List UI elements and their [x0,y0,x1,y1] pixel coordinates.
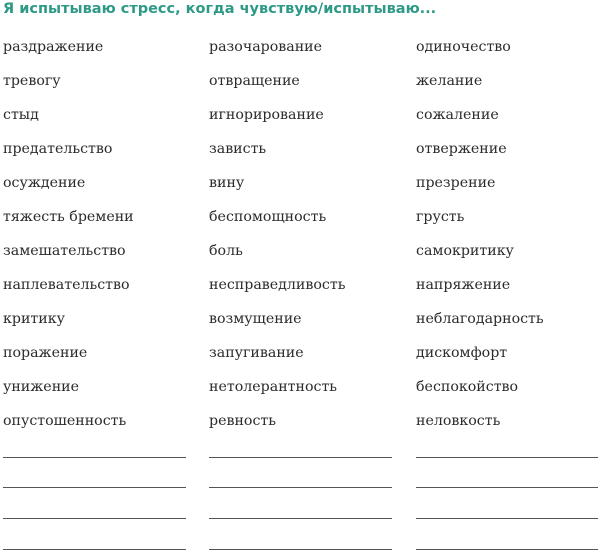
emotion-column-3 [416,36,544,444]
list-item: напряжение [416,277,511,293]
list-item: замешательство [3,243,126,259]
list-item: предательство [3,141,113,157]
list-item: неловкость [416,413,501,429]
list-item: осуждение [3,175,86,191]
list-item: презрение [416,175,496,191]
list-item: возмущение [209,311,302,327]
blank-line[interactable] [416,457,598,458]
blank-line[interactable] [209,518,392,519]
list-item: беспокойство [416,379,519,395]
list-item: вину [209,175,245,191]
list-item: дискомфорт [416,345,508,361]
list-item: отвержение [416,141,507,157]
list-item: ревность [209,413,276,429]
blank-line[interactable] [209,549,392,550]
list-item: игнорирование [209,107,324,123]
list-item: опустошенность [3,413,127,429]
list-item: запугивание [209,345,304,361]
list-item: самокритику [416,243,514,259]
blank-line[interactable] [416,487,598,488]
list-item: стыд [3,107,39,123]
list-item: несправедливость [209,277,346,293]
list-item: желание [416,73,483,89]
blank-line[interactable] [209,487,392,488]
list-item: сожаление [416,107,499,123]
list-item: нетолерантность [209,379,338,395]
blank-line[interactable] [416,549,598,550]
list-item: зависть [209,141,267,157]
list-item: боль [209,243,243,259]
list-item: отвращение [209,73,300,89]
list-item: унижение [3,379,80,395]
emotion-column-2 [209,36,345,444]
blank-line[interactable] [416,518,598,519]
list-item: грусть [416,209,465,225]
list-item: разочарование [209,39,323,55]
list-item: одиночество [416,39,511,55]
list-item: раздражение [3,39,104,55]
blank-line[interactable] [3,487,186,488]
list-item: тревогу [3,73,61,89]
list-item: наплевательство [3,277,130,293]
emotion-column-1 [3,36,134,444]
list-item: беспомощность [209,209,327,225]
blank-line[interactable] [3,518,186,519]
list-item: критику [3,311,65,327]
list-item: тяжесть бремени [3,209,134,225]
blank-line[interactable] [209,457,392,458]
blank-line[interactable] [3,549,186,550]
list-item: поражение [3,345,88,361]
list-item: неблагодарность [416,311,544,327]
page-title: Я испытываю стресс, когда чувствую/испытываю... [3,1,437,17]
blank-line[interactable] [3,457,186,458]
